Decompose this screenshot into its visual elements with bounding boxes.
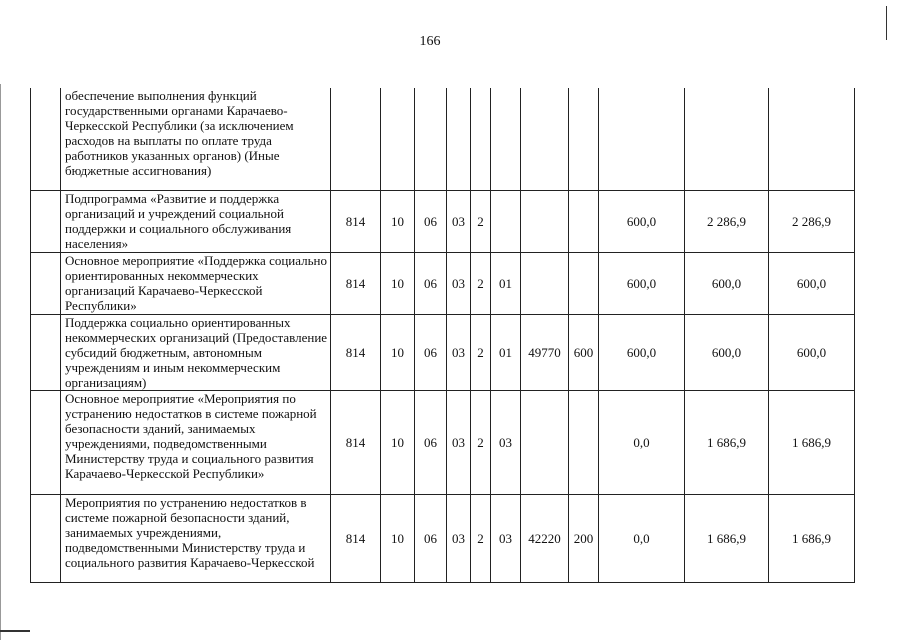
expense-type-cell: 200 — [569, 494, 599, 582]
section-cell: 10 — [381, 314, 415, 390]
expense-type-cell — [569, 252, 599, 314]
direction-cell — [521, 252, 569, 314]
sum-year2-cell: 600,0 — [685, 252, 769, 314]
row-number-cell — [31, 494, 61, 582]
direction-cell: 49770 — [521, 314, 569, 390]
name-cell: Мероприятия по устранению недостатков в системе пожарной безопасности зданий, занимаемых учреждениями, подведомственными Министерству труда и социального развития Карачаево-Черкесской — [61, 494, 331, 582]
expense-type-cell — [569, 390, 599, 494]
sum-year2-cell: 600,0 — [685, 314, 769, 390]
ministry-code-cell: 814 — [331, 494, 381, 582]
program-cell — [447, 88, 471, 190]
subprogram-cell: 2 — [471, 494, 491, 582]
subsection-cell: 06 — [415, 314, 447, 390]
table-row — [31, 314, 855, 390]
row-number-cell — [31, 88, 61, 190]
name-cell: Подпрограмма «Развитие и поддержка организаций и учреждений социальной поддержки и социального обслуживания населения» — [61, 190, 331, 252]
subprogram-cell: 2 — [471, 252, 491, 314]
name-cell: Основное мероприятие «Мероприятия по устранению недостатков в системе пожарной безопасности зданий, занимаемых учреждениями, подведомственными Министерству труда и социального развития Карачаево-Черкесской Республики» — [61, 390, 331, 494]
event-cell: 01 — [491, 314, 521, 390]
program-cell: 03 — [447, 494, 471, 582]
scan-edge-mark — [0, 84, 1, 640]
row-number-cell — [31, 190, 61, 252]
subprogram-cell: 2 — [471, 190, 491, 252]
sum-year2-cell — [685, 88, 769, 190]
sum-year3-cell: 1 686,9 — [769, 390, 855, 494]
sum-year1-cell: 0,0 — [599, 494, 685, 582]
section-cell — [381, 88, 415, 190]
expense-type-cell — [569, 190, 599, 252]
expense-type-cell: 600 — [569, 314, 599, 390]
program-cell: 03 — [447, 390, 471, 494]
section-cell: 10 — [381, 252, 415, 314]
name-cell: Основное мероприятие «Поддержка социально ориентированных некоммерческих организаций Карачаево-Черкесской Республики» — [61, 252, 331, 314]
expense-type-cell — [569, 88, 599, 190]
name-cell: Поддержка социально ориентированных некоммерческих организаций (Предоставление субсидий бюджетным, автономным учреждениям и иным некоммерческим организациям) — [61, 314, 331, 390]
ministry-code-cell: 814 — [331, 314, 381, 390]
program-cell: 03 — [447, 252, 471, 314]
sum-year1-cell: 600,0 — [599, 190, 685, 252]
sum-year2-cell: 1 686,9 — [685, 390, 769, 494]
name-cell: обеспечение выполнения функций государственными органами Карачаево-Черкесской Республики (за исключением расходов на выплаты по оплате труда работников указанных органов) (Иные бюджетные ассигнования) — [61, 88, 331, 190]
direction-cell — [521, 190, 569, 252]
scan-edge-mark — [886, 6, 887, 40]
subprogram-cell — [471, 88, 491, 190]
subsection-cell — [415, 88, 447, 190]
sum-year1-cell: 0,0 — [599, 390, 685, 494]
table-row — [31, 252, 855, 314]
direction-cell: 42220 — [521, 494, 569, 582]
subsection-cell: 06 — [415, 390, 447, 494]
program-cell: 03 — [447, 190, 471, 252]
program-cell: 03 — [447, 314, 471, 390]
sum-year3-cell: 600,0 — [769, 314, 855, 390]
subsection-cell: 06 — [415, 190, 447, 252]
subprogram-cell: 2 — [471, 390, 491, 494]
ministry-code-cell: 814 — [331, 252, 381, 314]
event-cell — [491, 190, 521, 252]
table-row — [31, 494, 855, 582]
direction-cell — [521, 390, 569, 494]
sum-year2-cell: 1 686,9 — [685, 494, 769, 582]
sum-year1-cell — [599, 88, 685, 190]
event-cell: 01 — [491, 252, 521, 314]
sum-year3-cell — [769, 88, 855, 190]
table-row — [31, 88, 855, 190]
table-row — [31, 190, 855, 252]
event-cell: 03 — [491, 390, 521, 494]
sum-year1-cell: 600,0 — [599, 252, 685, 314]
ministry-code-cell: 814 — [331, 190, 381, 252]
section-cell: 10 — [381, 390, 415, 494]
event-cell: 03 — [491, 494, 521, 582]
sum-year3-cell: 600,0 — [769, 252, 855, 314]
section-cell: 10 — [381, 190, 415, 252]
subsection-cell: 06 — [415, 252, 447, 314]
page-number: 166 — [419, 34, 441, 49]
sum-year2-cell: 2 286,9 — [685, 190, 769, 252]
row-number-cell — [31, 390, 61, 494]
subsection-cell: 06 — [415, 494, 447, 582]
budget-table — [30, 88, 855, 583]
scan-edge-mark — [0, 630, 30, 632]
ministry-code-cell — [331, 88, 381, 190]
row-number-cell — [31, 252, 61, 314]
ministry-code-cell: 814 — [331, 390, 381, 494]
sum-year3-cell: 2 286,9 — [769, 190, 855, 252]
section-cell: 10 — [381, 494, 415, 582]
sum-year1-cell: 600,0 — [599, 314, 685, 390]
row-number-cell — [31, 314, 61, 390]
subprogram-cell: 2 — [471, 314, 491, 390]
table-row — [31, 390, 855, 494]
direction-cell — [521, 88, 569, 190]
sum-year3-cell: 1 686,9 — [769, 494, 855, 582]
event-cell — [491, 88, 521, 190]
